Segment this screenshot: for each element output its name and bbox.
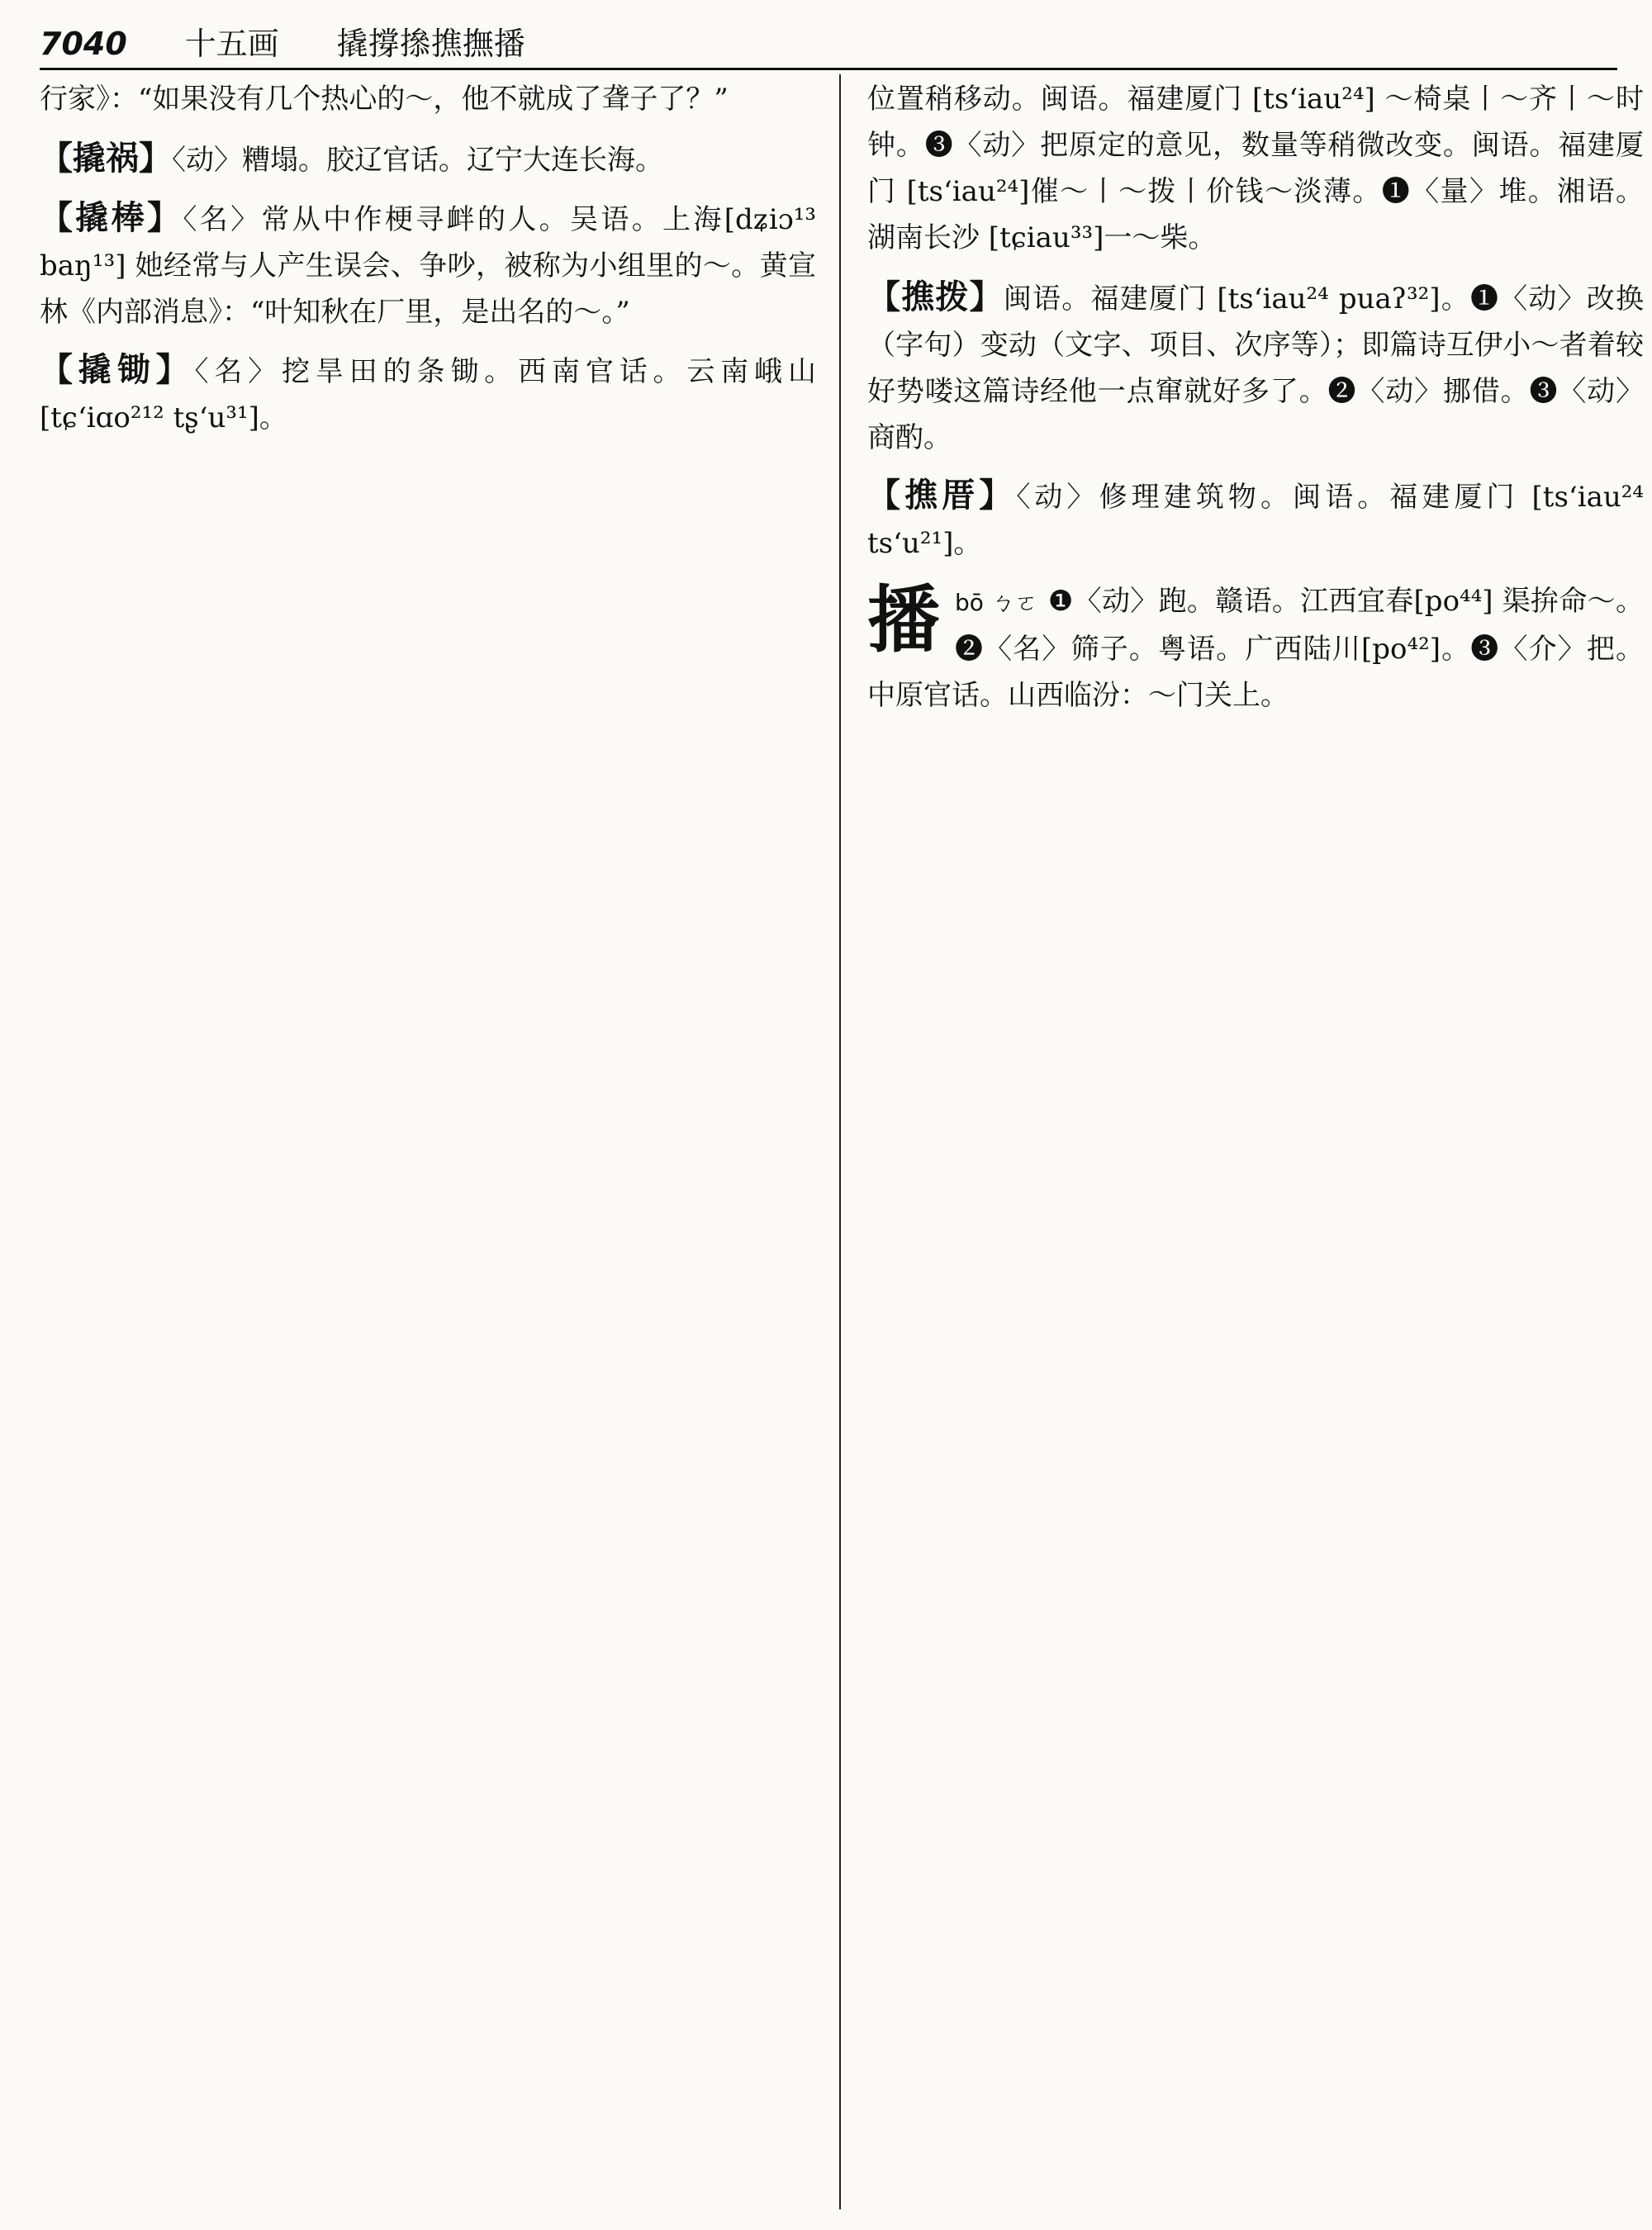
entry-body: ❶〈动〉跑。赣语。江西宜春[po⁴⁴] 渠拚命～。❷〈名〉筛子。粤语。广西陆川[po⁴²]。❸〈介〉把。中原官话。山西临汾：～门关上。 [867,585,1644,712]
entry-body: 〈动〉糟塌。胶辽官话。辽宁大连长海。 [172,144,663,177]
page-header [40,18,1617,70]
pinyin-reading: bō ㄅㄛ [955,589,1038,616]
entry-body: 闽语。福建厦门 [tsʻiau²⁴ puaʔ³²]。❶〈动〉改换（字句）变动（文字、项目、次序等）；即篇诗互伊小～者着较好势喽这篇诗经他一点窜就好多了。❷〈动〉挪借。❸〈动〉商酌。 [867,282,1644,454]
entry-body: 〈名〉常从中作梗寻衅的人。吴语。上海[dʑiɔ¹³ baŋ¹³] 她经常与人产生误会、争吵，被称为小组里的～。黄宣林《内部消息》：“叶知秋在厂里，是出名的～。” [40,203,817,329]
column-divider [839,74,841,2209]
character-entry [867,578,1644,719]
continuation-text: 位置稍移动。闽语。福建厦门 [tsʻiau²⁴] ～椅桌丨～齐丨～时钟。❸〈动〉把原定的意见，数量等稍微改变。闽语。福建厦门 [tsʻiau²⁴]催～丨～拨丨价钱～淡薄。❶〈量〉堆。湘语。湖南长沙 [tɕiau³³]一～柴。 [867,83,1644,254]
continuation-text: 行家》：“如果没有几个热心的～，他不就成了聋子了？” [40,83,729,116]
dictionary-entry [40,135,816,183]
stroke-section: 十五画 [184,26,279,62]
dictionary-entry [40,195,816,335]
dictionary-entry [867,274,1644,461]
entry-headword: 【撬祸】 [40,139,172,178]
entry-headword: 【撨厝】 [867,476,1017,515]
entry-headword: 【撬锄】 [40,350,195,389]
right-column [867,76,1644,730]
entry-body: 〈名〉挖旱田的条锄。西南官话。云南峨山 [tɕʻiɑo²¹² tʂʻu³¹]。 [40,355,817,434]
entry-body: 〈动〉修理建筑物。闽语。福建厦门 [tsʻiau²⁴ tsʻu²¹]。 [867,481,1644,560]
head-character: 播 [867,578,941,662]
page-number: 7040 [40,26,127,62]
entry-headword: 【撨拨】 [867,278,1004,316]
dictionary-entry [40,347,816,441]
character-range: 撬撐撡撨撫播 [336,26,525,62]
dictionary-entry [867,472,1644,567]
entry-headword: 【撬棒】 [40,198,183,237]
left-column [40,76,816,453]
